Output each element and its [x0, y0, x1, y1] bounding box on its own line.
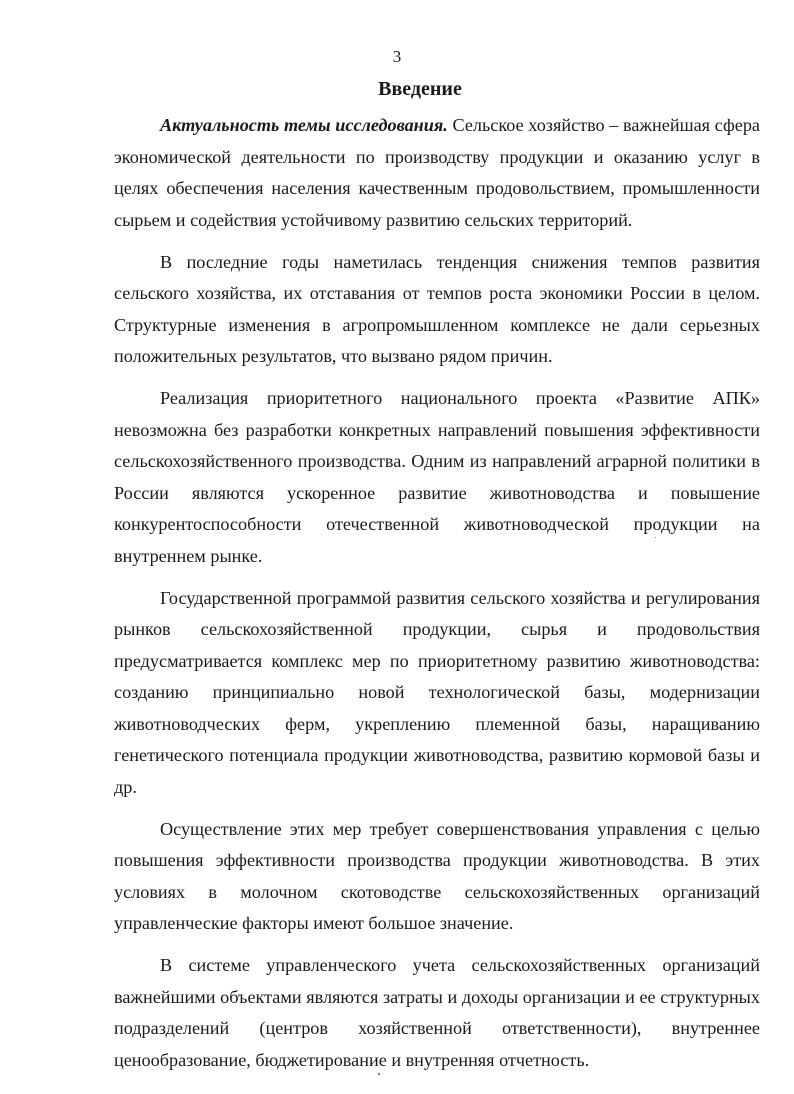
paragraph-text: Осуществление этих мер требует совершенствования управления с целью повышения эффективности производства продукции животноводства. В этих условиях в молочном скотоводстве сельскохозяйственных организаций управленческие факторы имеют большое значение.	[114, 818, 760, 933]
paragraph-trend	[114, 247, 760, 373]
section-heading: Введение	[378, 78, 462, 100]
scan-speck	[655, 537, 656, 538]
paragraph-text: Реализация приоритетного национального проекта «Развитие АПК» невозможна без разработки конкретных направлений повышения эффективности сельскохозяйственного производства. Одним из направлений аграрной политики в России являются ускоренное развитие животноводства и повышение конкурентоспособности отечественной животноводческой продукции на внутреннем рынке.	[114, 388, 760, 566]
paragraph-accounting	[114, 950, 760, 1076]
paragraph-management	[114, 814, 760, 940]
paragraph-text: В последние годы наметилась тенденция снижения темпов развития сельского хозяйства, их отставания от темпов роста экономики России в целом. Структурные изменения в агропромышленном комплексе не дали серьезных положительных результатов, что вызвано рядом причин.	[114, 251, 760, 366]
page-number: 3	[392, 47, 402, 66]
scan-speck	[378, 1073, 380, 1075]
paragraph-relevance	[114, 110, 760, 236]
paragraph-text: Сельское хозяйство – важнейшая сфера экономической деятельности по производству продукции и оказанию услуг в целях обеспечения населения качественным продовольствием, промышленности сырьем и содействия устойчивому развитию сельских территорий.	[114, 115, 760, 230]
document-body	[114, 110, 760, 1087]
paragraph-national-project	[114, 383, 760, 572]
paragraph-state-program	[114, 583, 760, 804]
paragraph-text: В системе управленческого учета сельскохозяйственных организаций важнейшими объектами являются затраты и доходы организации и ее структурных подразделений (центров хозяйственной ответственности), внутреннее ценообразование, бюджетирование и внутренняя отчетность.	[114, 955, 760, 1070]
paragraph-text: Государственной программой развития сельского хозяйства и регулирования рынков сельскохозяйственной продукции, сырья и продовольствия предусматривается комплекс мер по приоритетному развитию животноводства: созданию принципиально новой технологической базы, модернизации животноводческих ферм, укреплению племенной базы, наращиванию генетического потенциала продукции животноводства, развитию кормовой базы и др.	[114, 587, 760, 797]
paragraph-lead: Актуальность темы исследования.	[160, 115, 448, 135]
